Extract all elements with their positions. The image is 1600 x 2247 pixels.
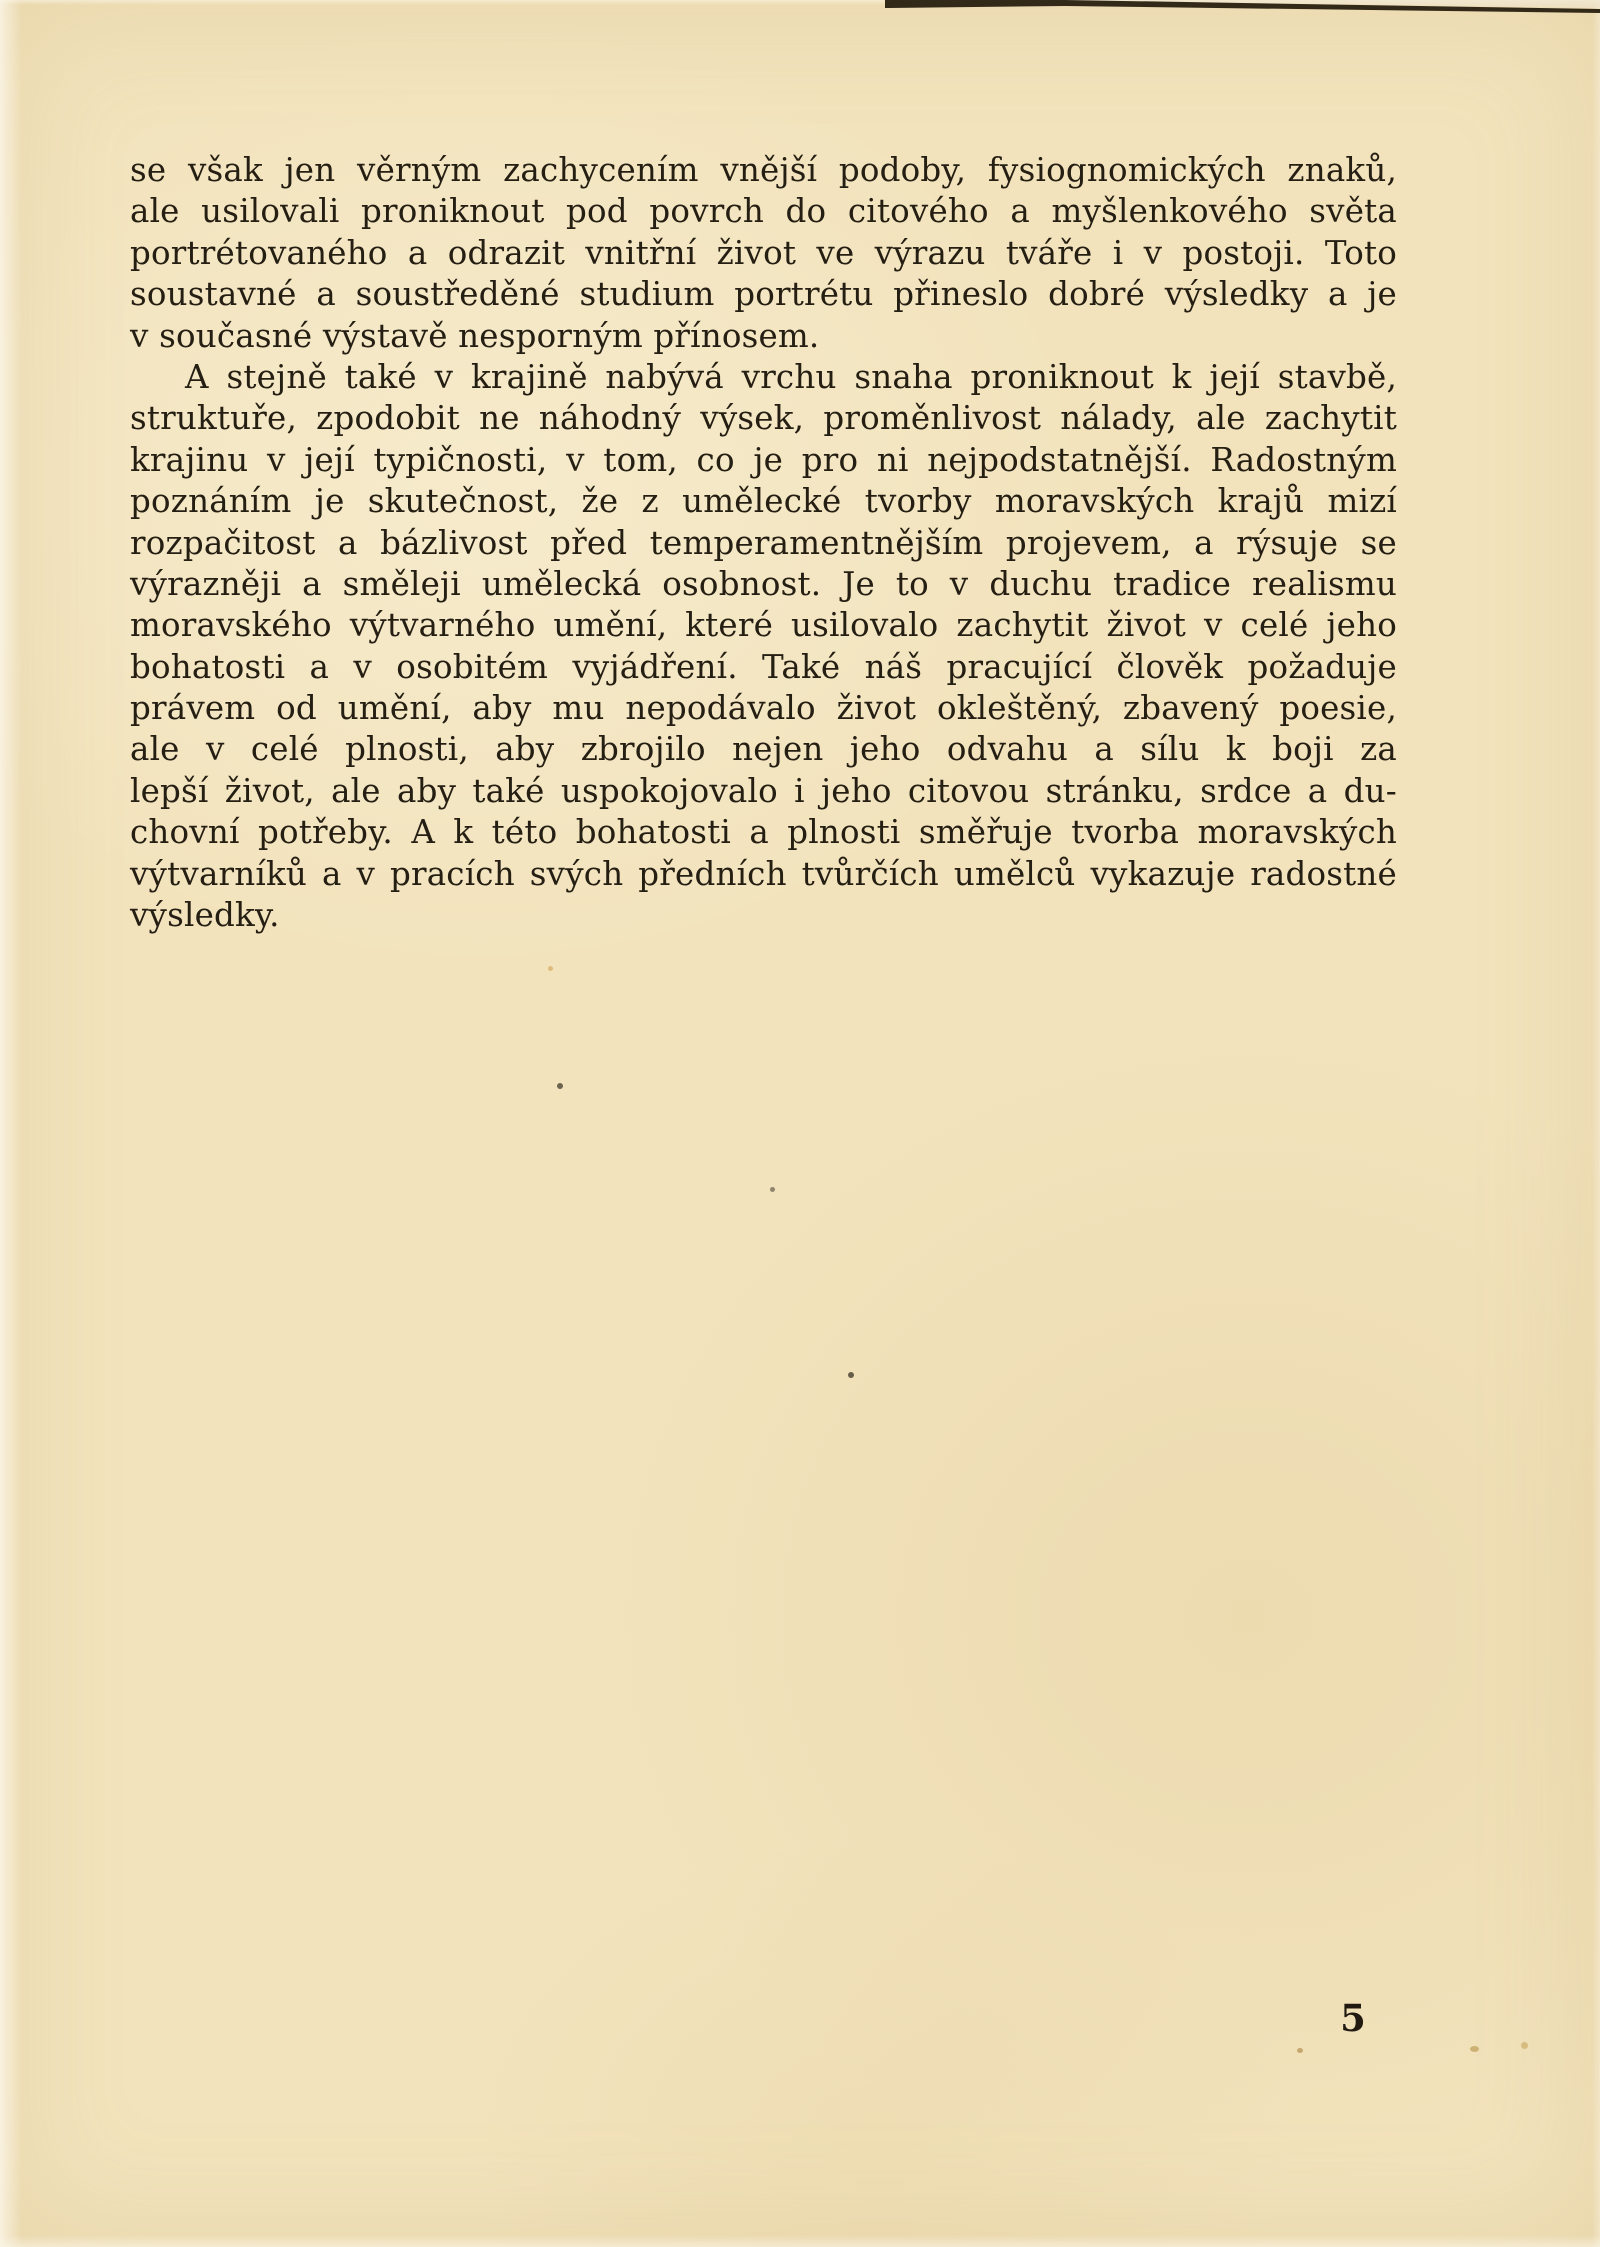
paper-speck [548,966,553,971]
text-line: soustavné a soustředěné studium portrétu přineslo dobré výsledky a je [130,275,1397,314]
paper-speck [1470,2046,1479,2052]
page-edge-left [0,0,22,2247]
text-line: lepší život, ale aby také uspokojovalo i jeho citovou stránku, srdce a du- [130,771,1397,810]
body-text [130,150,1397,936]
text-line: ale usilovali proniknout pod povrch do citového a myšlenkového světa [130,192,1397,231]
text-line: chovní potřeby. A k této bohatosti a plnosti směřuje tvorba moravských [130,813,1397,852]
text-line: struktuře, zpodobit ne náhodný výsek, proměnlivost nálady, ale zachytit [130,399,1397,438]
text-line: poznáním je skutečnost, že z umělecké tvorby moravských krajů mizí [130,482,1397,521]
text-line: rozpačitost a bázlivost před temperamentnějším projevem, a rýsuje se [130,523,1397,562]
paper-speck [770,1187,775,1192]
text-line: moravského výtvarného umění, které usilovalo zachytit život v celé jeho [130,606,1397,645]
text-line: se však jen věrným zachycením vnější podoby, fysiognomických znaků, [130,151,1397,189]
text-line: ale v celé plnosti, aby zbrojilo nejen jeho odvahu a sílu k boji za [130,730,1397,769]
text-line: krajinu v její typičnosti, v tom, co je pro ni nejpodstatnější. Radostným [130,440,1397,479]
page-edge-right [1592,0,1600,2247]
text-line: výsledky. [130,896,280,935]
paper-speck [848,1372,854,1378]
paper-speck [1297,2048,1303,2053]
paper-speck [557,1083,563,1089]
text-line: bohatosti a v osobitém vyjádření. Také náš pracující člověk požaduje [130,647,1397,686]
text-line: v současné výstavě nesporným přínosem. [130,316,820,355]
text-line: výrazněji a směleji umělecká osobnost. Je to v duchu tradice realismu [130,564,1397,603]
page-edge-top [0,0,1600,5]
text-line: portrétovaného a odrazit vnitřní život ve výrazu tváře i v postoji. Toto [130,233,1397,272]
page-number: 5 [1340,1996,1366,2040]
text-line: právem od umění, aby mu nepodávalo život okleštěný, zbavený poesie, [130,689,1397,728]
text-line: výtvarníků a v pracích svých předních tvůrčích umělců vykazuje radostné [130,854,1397,893]
text-line: A stejně také v krajině nabývá vrchu snaha proniknout k její stavbě, [185,357,1397,396]
page-edge-bottom [0,2235,1600,2247]
scan-edge-artifact [0,0,1600,44]
paper-speck [1521,2042,1528,2049]
